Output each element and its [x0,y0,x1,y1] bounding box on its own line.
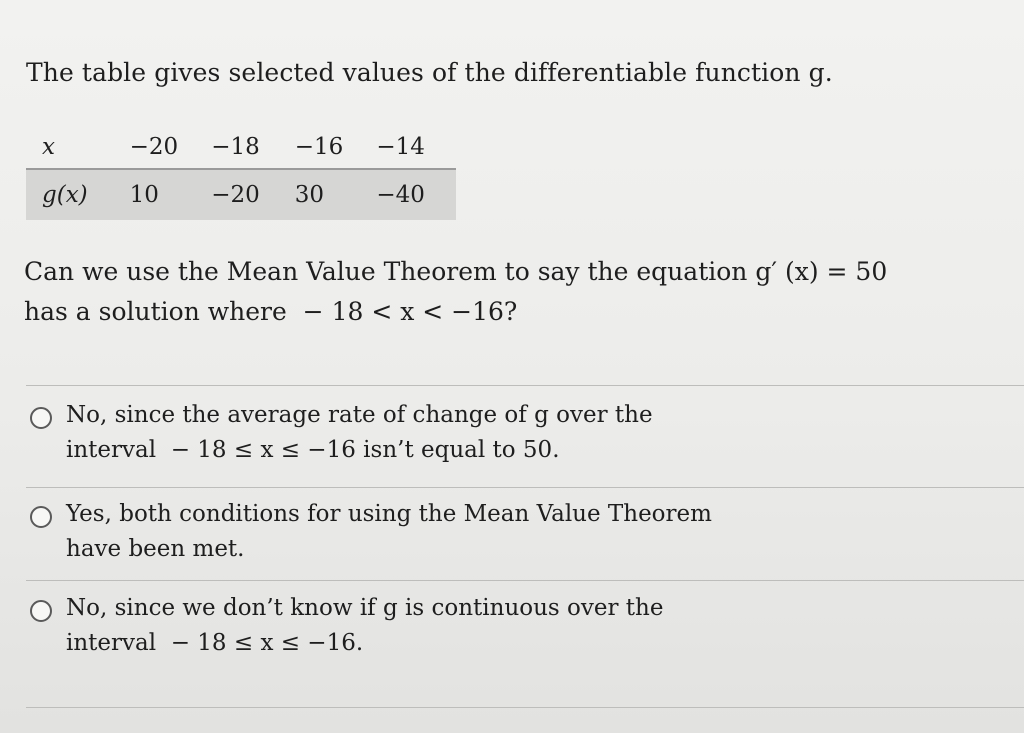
table-cell: 30 [294,182,325,208]
option-line: Yes, both conditions for using the Mean Value Theorem [66,501,712,527]
radio-button-icon[interactable] [30,600,52,622]
answer-option-text [66,591,663,661]
question-text: The table gives selected values of the differentiable function g. [26,58,833,87]
option-line: No, since we don’t know if g is continuous over the [66,595,664,621]
table-header-x: x [42,134,55,160]
table-header-cell: −14 [376,134,425,160]
table-row-label: g(x) [42,182,88,208]
prompt-line-1: Can we use the Mean Value Theorem to say the equation g′ (x) = 50 [24,257,888,286]
divider [26,707,1024,708]
option-line: No, since the average rate of change of g over the [66,402,653,428]
divider [26,385,1024,386]
table-cell: −20 [211,182,260,208]
radio-button-icon[interactable] [30,407,52,429]
radio-button-icon[interactable] [30,506,52,528]
table-row [26,170,456,220]
answer-option-text [66,398,653,468]
table-cell: −40 [376,182,425,208]
table-cell: 10 [129,182,159,208]
table-header-cell: −20 [129,134,179,160]
option-line: interval − 18 ≤ x ≤ −16 isn’t equal to 50. [66,437,560,463]
answer-option-1[interactable] [30,398,653,468]
table-header-cell: −18 [211,134,260,160]
table-header-cell: −16 [294,134,344,160]
answer-option-2[interactable] [30,497,712,567]
answer-option-3[interactable] [30,591,663,661]
values-table [26,126,456,220]
table-header-row [26,126,456,170]
divider [26,487,1024,488]
question-prompt [24,252,984,332]
option-line: interval − 18 ≤ x ≤ −16. [66,630,364,656]
prompt-line-2: has a solution where − 18 < x < −16? [24,297,518,326]
option-line: have been met. [66,536,245,562]
answer-option-text [66,497,712,567]
divider [26,580,1024,581]
